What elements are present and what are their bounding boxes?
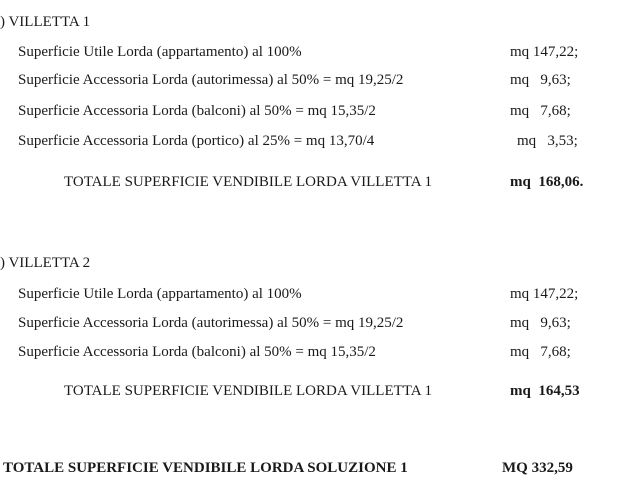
grand-total-value: MQ 332,59: [502, 460, 573, 476]
item-label: Superficie Utile Lorda (appartamento) al 100%: [18, 44, 302, 60]
section-total-value: mq 164,53: [510, 383, 580, 399]
item-label: Superficie Accessoria Lorda (balconi) al 50% = mq 15,35/2: [18, 103, 376, 119]
grand-total-label: TOTALE SUPERFICIE VENDIBILE LORDA SOLUZIONE 1: [3, 460, 408, 476]
item-value: mq 147,22;: [510, 44, 579, 60]
item-label: Superficie Utile Lorda (appartamento) al 100%: [18, 286, 302, 302]
section-heading-villetta-2: ) VILLETTA 2: [0, 255, 91, 271]
item-label: Superficie Accessoria Lorda (balconi) al 50% = mq 15,35/2: [18, 344, 376, 360]
item-label: Superficie Accessoria Lorda (portico) al 25% = mq 13,70/4: [18, 133, 375, 149]
item-value: mq 7,68;: [510, 103, 571, 119]
section-total-value: mq 168,06.: [510, 174, 584, 190]
item-value: mq 3,53;: [517, 133, 578, 149]
item-label: Superficie Accessoria Lorda (autorimessa) al 50% = mq 19,25/2: [18, 315, 404, 331]
item-value: mq 9,63;: [510, 72, 571, 88]
section-total-label: TOTALE SUPERFICIE VENDIBILE LORDA VILLETTA 1: [64, 174, 432, 190]
item-value: mq 9,63;: [510, 315, 571, 331]
section-total-label: TOTALE SUPERFICIE VENDIBILE LORDA VILLETTA 1: [64, 383, 432, 399]
item-value: mq 147,22;: [510, 286, 579, 302]
item-label: Superficie Accessoria Lorda (autorimessa) al 50% = mq 19,25/2: [18, 72, 404, 88]
item-value: mq 7,68;: [510, 344, 571, 360]
section-heading-villetta-1: ) VILLETTA 1: [0, 14, 91, 30]
